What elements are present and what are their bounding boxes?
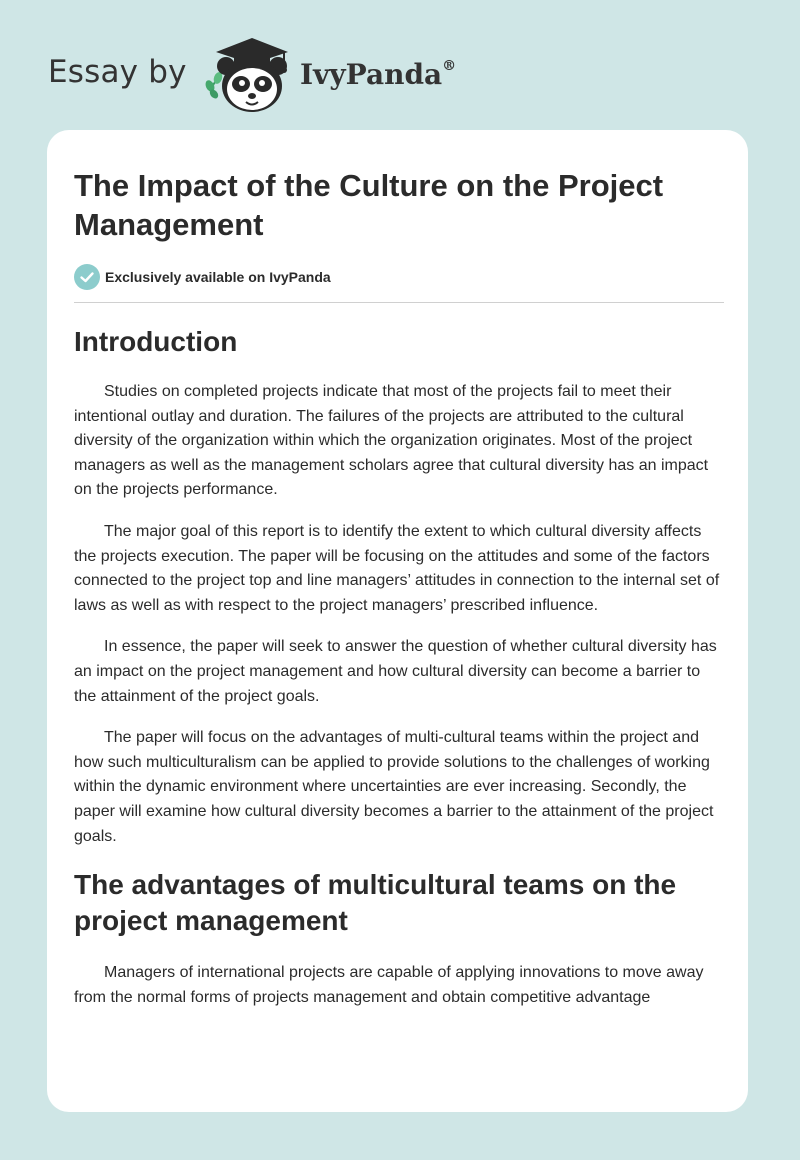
brand-prefix: Essay by: [48, 54, 187, 90]
paragraph: In essence, the paper will seek to answer the question of whether cultural diversity has an impact on the project management and how cultural diversity can become a barrier to the attainment of the project goals.: [74, 638, 717, 705]
brand-name[interactable]: IvyPanda®: [300, 57, 457, 91]
essay-card: [47, 130, 748, 1112]
panda-graduate-icon[interactable]: [204, 34, 304, 114]
check-circle-icon: [74, 264, 100, 290]
brand-header: [48, 34, 548, 114]
section-heading: The advantages of multicultural teams on the project management: [74, 869, 677, 937]
registered-mark: ®: [442, 57, 457, 74]
paragraph: Managers of international projects are capable of applying innovations to move away from the normal forms of projects management and obtain competitive advantage: [74, 964, 704, 1006]
essay-body: [74, 324, 724, 1027]
exclusive-badge: [74, 264, 331, 290]
page-title: The Impact of the Culture on the Project Management: [74, 168, 664, 242]
paragraph: The major goal of this report is to identify the extent to which cultural diversity affects the projects execution. The paper will be focusing on the attitudes and some of the factors connected to the project top and line managers’ attitudes in connection to the internal set of laws as well as with respect to the project managers’ prescribed influence.: [74, 522, 720, 614]
paragraph: Studies on completed projects indicate that most of the projects fail to meet their intentional outlay and duration. The failures of the projects are attributed to the cultural diversity of the organization within which the organization originates. Most of the project managers as well as the management scholars agree that cultural diversity has an impact on the projects performance.: [74, 383, 709, 499]
badge-text: Exclusively available on IvyPanda: [105, 269, 331, 285]
section-heading: Introduction: [74, 326, 238, 357]
paragraph: The paper will focus on the advantages of multi-cultural teams within the project and how such multiculturalism can be applied to provide solutions to the challenges of working within the dynamic environment where uncertainties are ever increasing. Secondly, the paper will examine how cultural diversity becomes a barrier to the attainment of the project goals.: [74, 729, 714, 845]
divider: [74, 302, 724, 303]
